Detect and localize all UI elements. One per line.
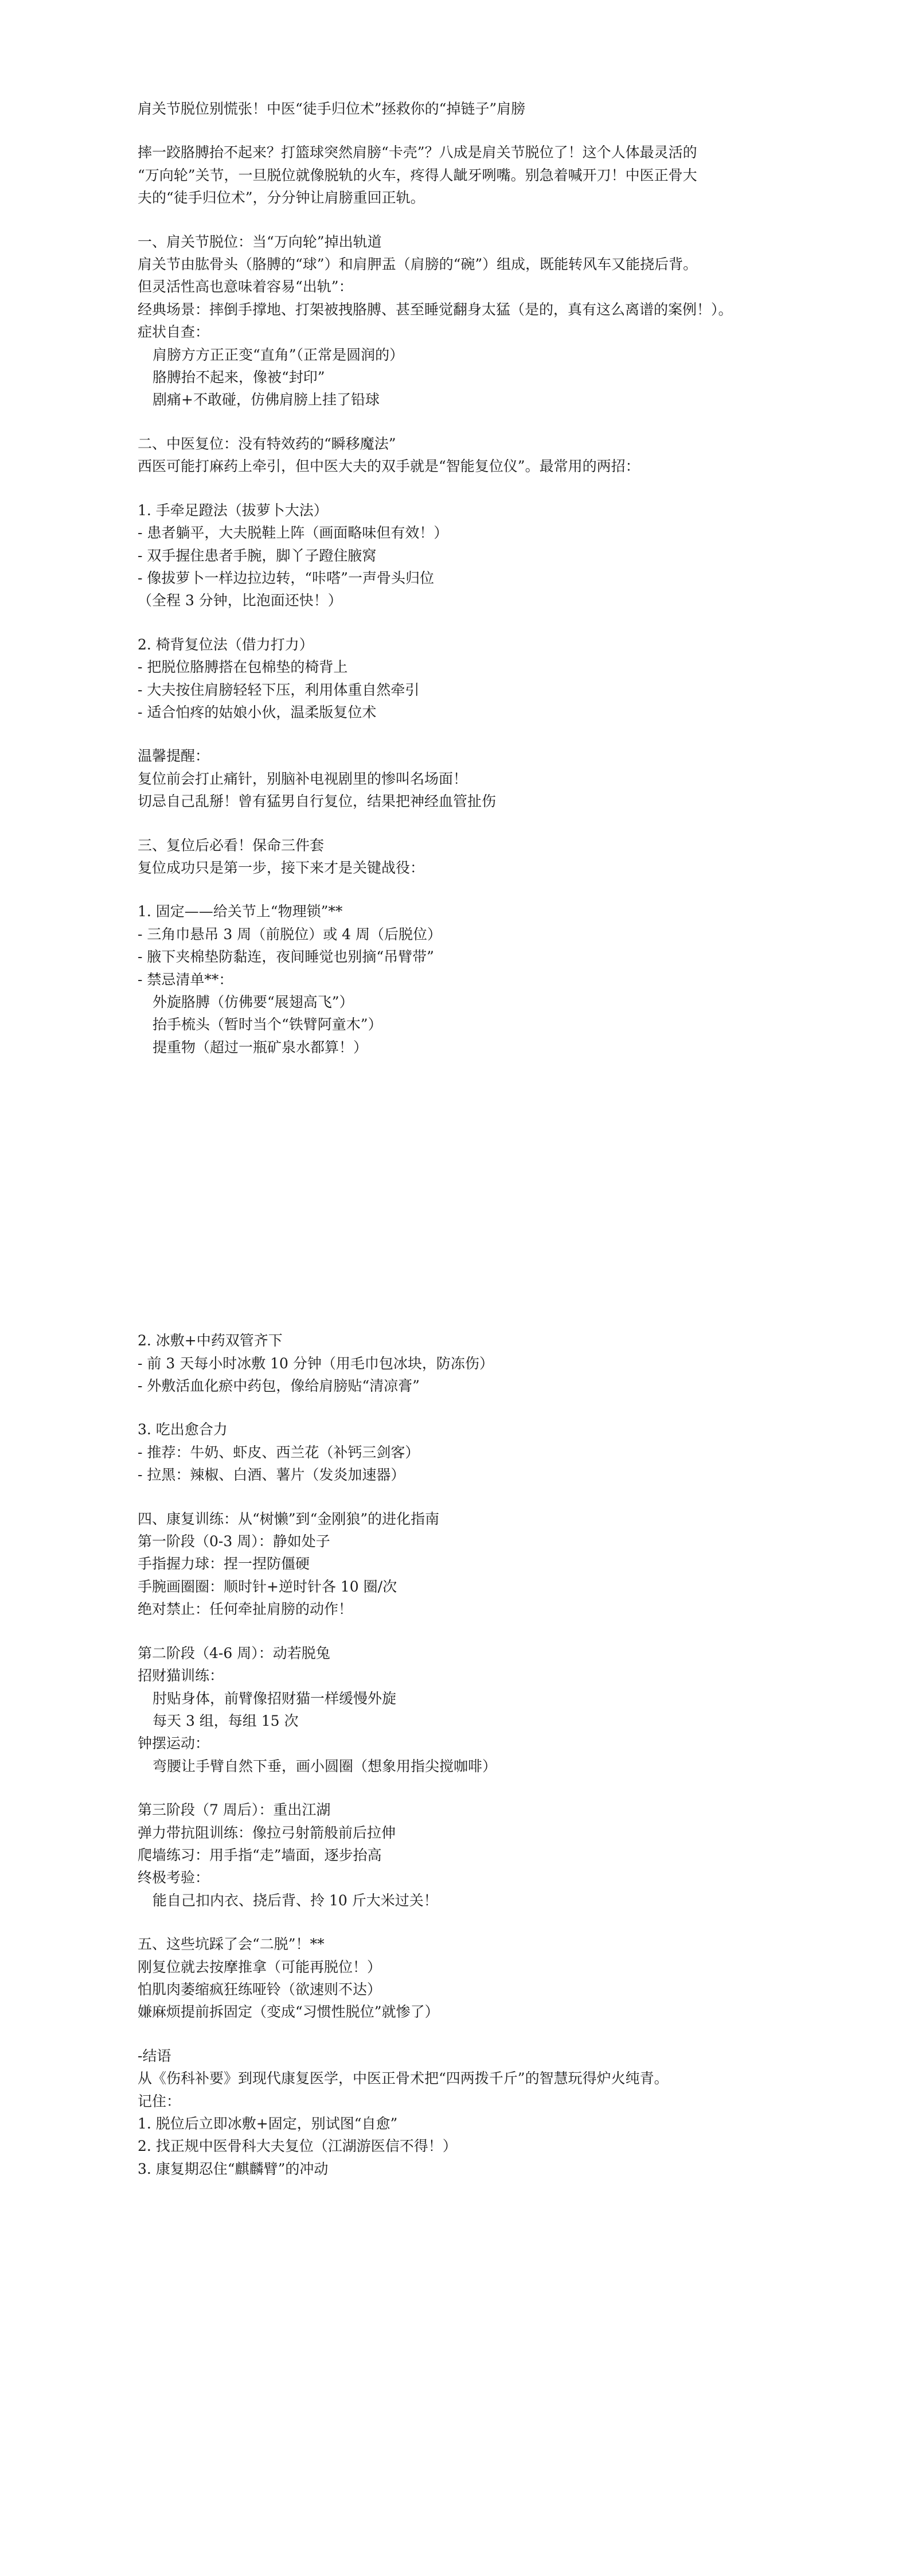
article-line: 症状自查： bbox=[138, 324, 210, 341]
article-line: 1. 脱位后立即冰敷+固定，别试图“自愈” bbox=[138, 2115, 398, 2132]
article-line: 每天 3 组，每组 15 次 bbox=[153, 1712, 299, 1729]
article-line: 切忌自己乱掰！曾有猛男自行复位，结果把神经血管扯伤 bbox=[138, 793, 497, 810]
article-line: 第一阶段（0-3 周）：静如处子 bbox=[138, 1533, 330, 1550]
article-line: 三、复位后必看！保命三件套 bbox=[138, 836, 325, 854]
article-line: 招财猫训练： bbox=[138, 1667, 224, 1684]
article-line: - 把脱位胳膊搭在包棉垫的椅背上 bbox=[138, 659, 348, 676]
article-line: 但灵活性高也意味着容易“出轨”： bbox=[138, 278, 353, 295]
article-line: - 双手握住患者手腕，脚丫子蹬住腋窝 bbox=[138, 547, 377, 564]
article-line: 手指握力球：捏一捏防僵硬 bbox=[138, 1555, 310, 1573]
article bbox=[138, 98, 797, 2180]
article-line: 2. 找正规中医骨科大夫复位（江湖游医信不得！） bbox=[138, 2138, 457, 2155]
article-line: 抬手梳头（暂时当个“铁臂阿童木”） bbox=[153, 1016, 382, 1033]
article-line: 嫌麻烦提前拆固定（变成“习惯性脱位”就惨了） bbox=[138, 2003, 439, 2021]
article-line: 从《伤科补要》到现代康复医学，中医正骨术把“四两拨千斤”的智慧玩得炉火纯青。 bbox=[138, 2070, 669, 2087]
article-line: - 腋下夹棉垫防黏连，夜间睡觉也别摘“吊臂带” bbox=[138, 948, 434, 966]
article-line: 手腕画圈圈：顺时针+逆时针各 10 圈/次 bbox=[138, 1578, 397, 1595]
article-line: 二、中医复位：没有特效药的“瞬移魔法” bbox=[138, 435, 396, 452]
article-line: 弹力带抗阻训练：像拉弓射箭般前后拉伸 bbox=[138, 1824, 396, 1841]
article-line: （全程 3 分钟，比泡面还快！） bbox=[138, 592, 342, 609]
article-line: 经典场景：摔倒手撑地、打架被拽胳膊、甚至睡觉翻身太猛（是的，真有这么离谱的案例！）。 bbox=[138, 301, 733, 318]
article-line: -结语 bbox=[138, 2047, 171, 2064]
paragraph-gap bbox=[138, 1621, 797, 1642]
article-title: 肩关节脱位别慌张！中医“徒手归位术”拯救你的“掉链子”肩膀 bbox=[138, 100, 526, 117]
article-line: 肩关节由肱骨头（胳膊的“球”）和肩胛盂（肩膀的“碗”）组成，既能转风车又能挠后背。 bbox=[138, 256, 698, 273]
article-line: 第三阶段（7 周后）：重出江湖 bbox=[138, 1801, 331, 1819]
article-line: - 三角巾悬吊 3 周（前脱位）或 4 周（后脱位） bbox=[138, 925, 442, 943]
paragraph-gap bbox=[138, 478, 797, 499]
paragraph-gap bbox=[138, 612, 797, 633]
article-line: 刚复位就去按摩推拿（可能再脱位！） bbox=[138, 1958, 382, 1975]
paragraph-gap bbox=[138, 120, 797, 141]
article-line: 能自己扣内衣、挠后背、拎 10 斤大米过关！ bbox=[153, 1892, 438, 1909]
paragraph-gap bbox=[138, 411, 797, 433]
article-line: 3. 康复期忍住“麒麟臂”的冲动 bbox=[138, 2160, 329, 2177]
blank-space bbox=[138, 1059, 797, 1329]
article-line: “万向轮”关节，一旦脱位就像脱轨的火车，疼得人龇牙咧嘴。别急着喊开刀！中医正骨大 bbox=[138, 166, 697, 184]
article-line: 胳膊抬不起来，像被“封印” bbox=[153, 369, 325, 386]
article-line: 五、这些坑踩了会“二脱”！** bbox=[138, 1936, 325, 1953]
article-line: 复位前会打止痛针，别脑补电视剧里的惨叫名场面！ bbox=[138, 770, 468, 787]
article-line: - 大夫按住肩膀轻轻下压，利用体重自然牵引 bbox=[138, 681, 420, 698]
article-line: 2. 椅背复位法（借力打力） bbox=[138, 636, 314, 653]
article-line: - 拉黑：辣椒、白酒、薯片（发炎加速器） bbox=[138, 1466, 405, 1484]
article-line: 爬墙练习：用手指“走”墙面，逐步抬高 bbox=[138, 1846, 382, 1863]
article-line: - 患者躺平，大夫脱鞋上阵（画面略味但有效！） bbox=[138, 524, 448, 542]
article-line: 夫的“徒手归位术”，分分钟让肩膀重回正轨。 bbox=[138, 189, 425, 207]
paragraph-gap bbox=[138, 723, 797, 745]
article-line: 肩膀方方正正变“直角”（正常是圆润的） bbox=[153, 346, 404, 363]
article-line: 弯腰让手臂自然下垂，画小圆圈（想象用指尖搅咖啡） bbox=[153, 1757, 497, 1775]
article-line: 温馨提醒： bbox=[138, 748, 210, 765]
article-line: 外旋胳膊（仿佛要“展翅高飞”） bbox=[153, 994, 354, 1010]
paragraph-gap bbox=[138, 879, 797, 900]
article-line: 剧痛+不敢碰，仿佛肩膀上挂了铅球 bbox=[153, 391, 380, 408]
article-line: 记住： bbox=[138, 2092, 181, 2110]
article-line: - 前 3 天每小时冰敷 10 分钟（用毛巾包冰块，防冻伤） bbox=[138, 1355, 494, 1372]
paragraph-gap bbox=[138, 209, 797, 231]
paragraph-gap bbox=[138, 1487, 797, 1508]
article-line: 钟摆运动： bbox=[138, 1735, 210, 1752]
article-line: - 推荐：牛奶、虾皮、西兰花（补钙三剑客） bbox=[138, 1443, 420, 1461]
article-line: 终极考验： bbox=[138, 1869, 210, 1886]
article-line: 绝对禁止：任何牵扯肩膀的动作！ bbox=[138, 1601, 353, 1618]
article-line: - 适合怕疼的姑娘小伙，温柔版复位术 bbox=[138, 703, 377, 721]
article-line: 一、肩关节脱位：当“万向轮”掉出轨道 bbox=[138, 233, 382, 250]
paragraph-gap bbox=[138, 1397, 797, 1418]
article-line: 1. 固定——给关节上“物理锁”** bbox=[138, 903, 343, 920]
article-line: - 像拔萝卜一样边拉边转，“咔嗒”一声骨头归位 bbox=[138, 569, 434, 586]
article-line: 提重物（超过一瓶矿泉水都算！） bbox=[153, 1038, 368, 1056]
paragraph-gap bbox=[138, 813, 797, 834]
article-line: 肘贴身体，前臂像招财猫一样缓慢外旋 bbox=[153, 1690, 397, 1707]
article-line: 1. 手牵足蹬法（拔萝卜大法） bbox=[138, 501, 328, 519]
paragraph-gap bbox=[138, 1777, 797, 1799]
paragraph-gap bbox=[138, 1912, 797, 1933]
article-line: 复位成功只是第一步，接下来才是关键战役： bbox=[138, 859, 425, 876]
article-line: 3. 吃出愈合力 bbox=[138, 1421, 228, 1438]
article-line: 第二阶段（4-6 周）：动若脱兔 bbox=[138, 1644, 330, 1661]
article-line: 西医可能打麻药上牵引，但中医大夫的双手就是“智能复位仪”。最常用的两招： bbox=[138, 458, 640, 475]
article-line: - 禁忌清单**： bbox=[138, 971, 233, 988]
article-line: 四、康复训练：从“树懒”到“金刚狼”的进化指南 bbox=[138, 1510, 440, 1527]
article-line: - 外敷活血化瘀中药包，像给肩膀贴“清凉膏” bbox=[138, 1378, 420, 1395]
article-line: 摔一跤胳膊抬不起来？打篮球突然肩膀“卡壳”？八成是肩关节脱位了！这个人体最灵活的 bbox=[138, 144, 697, 161]
article-line: 怕肌肉萎缩疯狂练哑铃（欲速则不达） bbox=[138, 1980, 382, 1998]
article-line: 2. 冰敷+中药双管齐下 bbox=[138, 1332, 283, 1349]
paragraph-gap bbox=[138, 2024, 797, 2045]
